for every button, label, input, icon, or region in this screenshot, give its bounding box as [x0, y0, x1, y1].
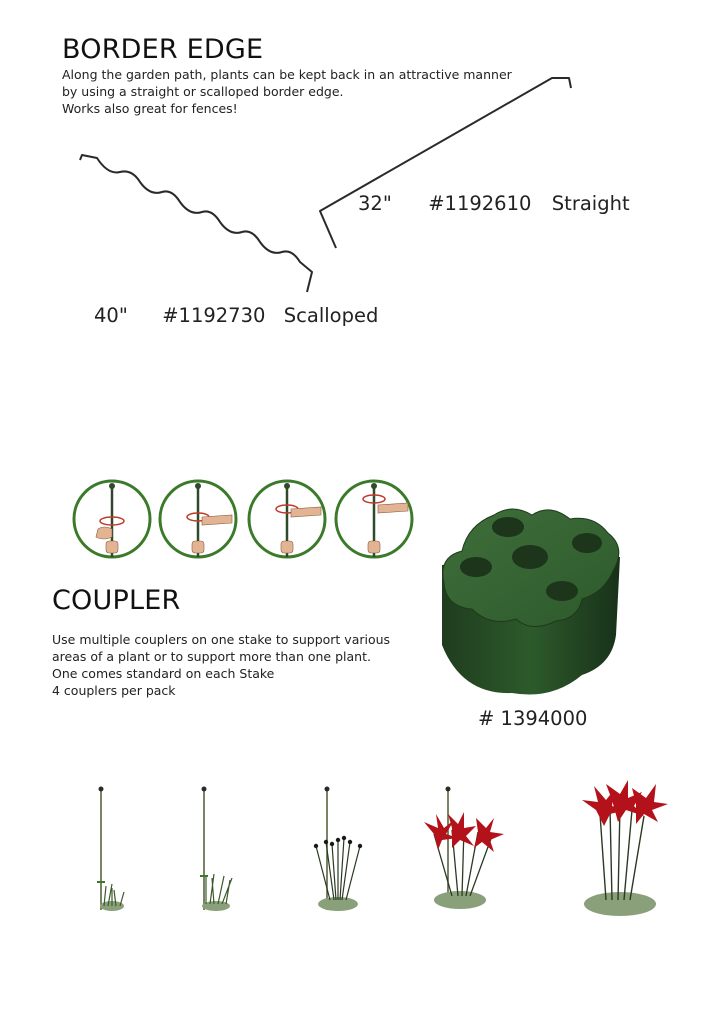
scalloped-type: Scalloped — [283, 304, 379, 327]
plant-stage-3-icon — [314, 787, 362, 912]
coupler-step-3-icon — [249, 481, 325, 557]
scalloped-border-edge-icon — [0, 0, 724, 320]
plant-stage-4-icon — [424, 787, 504, 910]
plant-growth-sequence — [0, 770, 724, 930]
plant-stage-1-icon — [97, 787, 124, 912]
plant-stage-5-icon — [582, 780, 668, 916]
coupler-sku: # 1394000 — [478, 707, 588, 730]
description-line: areas of a plant or to support more than one plant. — [52, 649, 371, 664]
straight-sku: #1192610 — [428, 192, 532, 215]
border-edge-title: BORDER EDGE — [62, 34, 264, 65]
description-line: Use multiple couplers on one stake to support various — [52, 632, 391, 647]
scalloped-size: 40" — [94, 304, 128, 327]
coupler-product-icon — [432, 495, 642, 705]
description-line: Along the garden path, plants can be kept back in an attractive manner — [62, 67, 512, 82]
coupler-step-2-icon — [160, 481, 236, 557]
straight-type: Straight — [551, 192, 630, 215]
coupler-step-4-icon — [336, 481, 412, 557]
description-line: Works also great for fences! — [62, 101, 238, 116]
plant-stage-2-icon — [200, 787, 232, 912]
scalloped-sku: #1192730 — [162, 304, 266, 327]
straight-edge-label — [358, 192, 630, 215]
straight-size: 32" — [358, 192, 392, 215]
scalloped-edge-label — [94, 304, 378, 327]
description-line: One comes standard on each Stake — [52, 666, 275, 681]
description-line: 4 couplers per pack — [52, 683, 176, 698]
description-line: by using a straight or scalloped border edge. — [62, 84, 344, 99]
coupler-description — [52, 631, 432, 699]
coupler-title: COUPLER — [52, 585, 181, 616]
coupler-step-1-icon — [74, 481, 150, 557]
